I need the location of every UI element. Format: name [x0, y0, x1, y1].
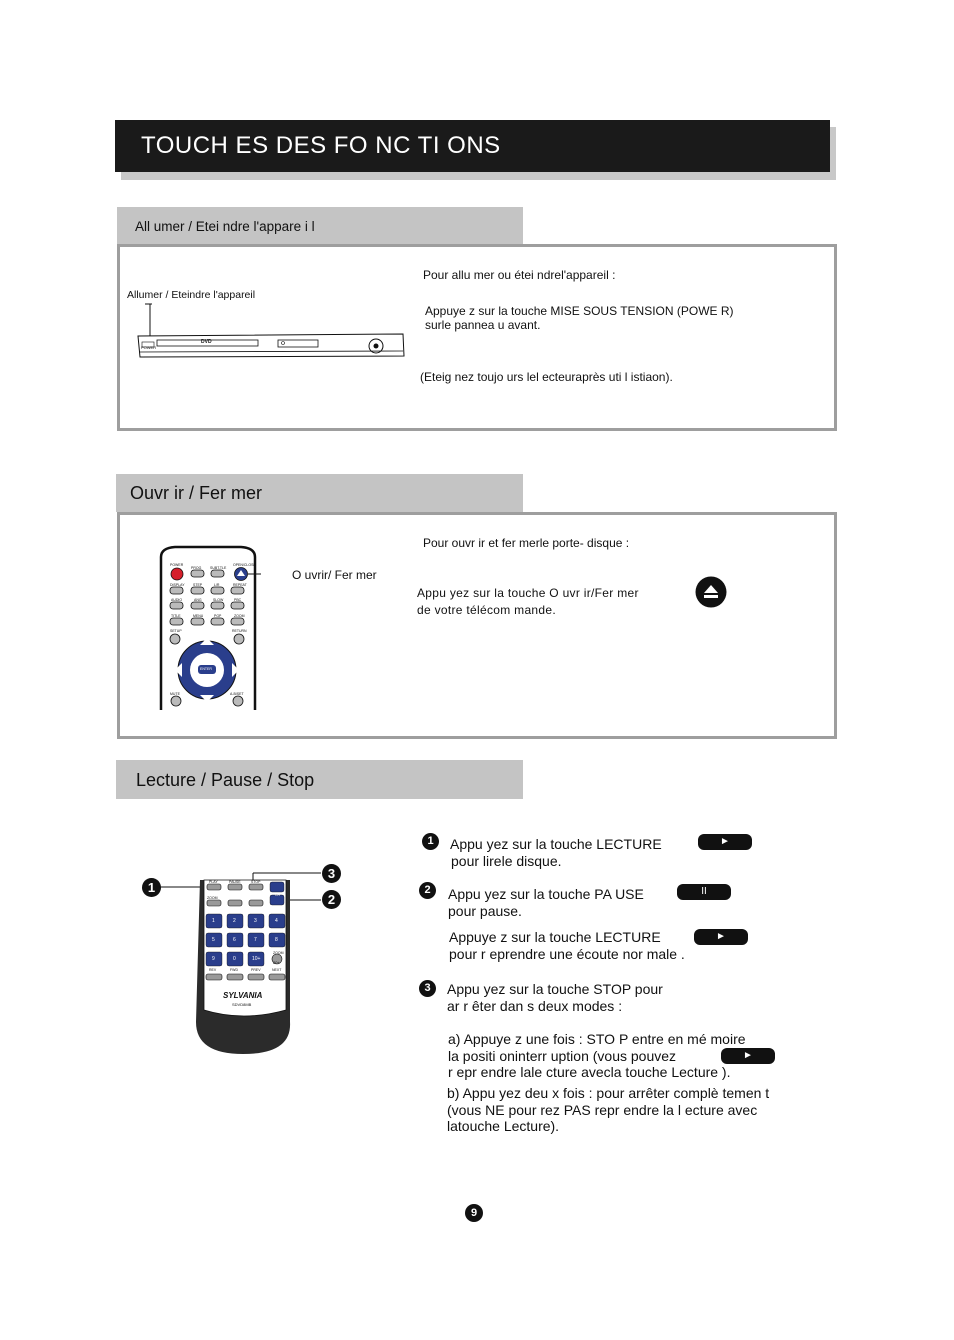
step-3-line1: Appu yez sur la touche STOP pour	[447, 981, 663, 997]
mode-a-line2: la positi oninterr uption (vous pouvez	[448, 1048, 677, 1064]
remote-key-menu: MENU	[193, 614, 204, 618]
step-1-line2: pour lirele disque.	[451, 853, 562, 869]
remote-num-3: 3	[254, 918, 257, 924]
callout-1: 1	[142, 878, 161, 897]
remote-key-step: STEP	[193, 583, 203, 587]
section1-intro: Pour allu mer ou étei ndrel'appareil :	[423, 268, 616, 282]
remote-key-pbc: PBC	[234, 598, 242, 602]
remote-control-full-illustration	[140, 862, 350, 1058]
step-1-bullet: 1	[422, 833, 439, 850]
remote-key-repeat: REPEAT	[233, 583, 247, 587]
remote-key-zoom: ZOOM	[234, 614, 245, 618]
step-2b-line1: Appuye z sur la touche LECTURE	[449, 929, 661, 945]
callout-2: 2	[322, 890, 341, 909]
remote-key-subtitle: SUBT.TLE	[210, 566, 227, 570]
section1-note: (Eteig nez toujo urs lel ecteuraprès uti l istiaon).	[420, 370, 673, 384]
remote-num-0: 0	[233, 956, 236, 962]
device-label: Allumer / Eteindre l'appareil	[127, 289, 256, 301]
step-1-line1: Appu yez sur la touche LECTURE	[450, 836, 662, 852]
step-3-line2: ar r êter dan s deux modes :	[447, 998, 623, 1014]
remote-key-pgp: PGP	[214, 614, 222, 618]
remote-label-zoom: ZOOM	[207, 896, 218, 900]
remote-label-stop: STOP	[251, 880, 261, 884]
remote-num-7: 7	[254, 937, 257, 943]
remote-key-ab-set: A-B/SET	[230, 692, 244, 696]
mode-b-line2: (vous NE pour rez PAS repr endre la l ecture avec	[447, 1102, 758, 1118]
remote-label-ch: CH	[275, 893, 281, 897]
mode-b-line1: b) Appu yez deu x fois : pour arrêter complè temen t	[447, 1085, 770, 1101]
remote-key-mute: MUTE	[170, 692, 180, 696]
remote-num-5: 5	[212, 937, 215, 943]
remote-num-4: 4	[275, 918, 278, 924]
device-power-label: POWER	[141, 345, 157, 350]
remote-num-8: 8	[275, 937, 278, 943]
remote-key-return: RETURN	[232, 629, 247, 633]
remote-model: SDVD8MB	[232, 1002, 252, 1007]
play-button-icon: ►	[698, 834, 752, 850]
section2-heading: Ouvr ir / Fer mer	[116, 474, 523, 512]
page-title: TOUCH ES DES FO NC TI ONS	[115, 120, 830, 172]
section2-intro: Pour ouvr ir et fer merle porte- disque :	[423, 536, 630, 550]
dvd-player-front-illustration	[135, 300, 407, 362]
section2-instruction-line1: Appu yez sur la touche O uvr ir/Fer mer	[417, 586, 639, 600]
remote-key-slow: SLOW	[213, 598, 224, 602]
remote-key-open-close: OPEN/CLOSE	[233, 563, 256, 567]
remote-key-power: POWER	[170, 563, 184, 567]
remote-num-2: 2	[233, 918, 236, 924]
section1-instruction-line2: surle pannea u avant.	[425, 318, 541, 332]
remote-label-zoom2: ZOOM	[273, 951, 284, 955]
mode-a-line3: r epr endre lale cture avecla touche Lecture ).	[448, 1064, 731, 1080]
remote-key-setup: SETUP	[170, 629, 182, 633]
mode-a-line1: a) Appuye z une fois : STO P entre en mé moire	[448, 1031, 746, 1047]
remote-num-10plus: 10+	[252, 956, 261, 962]
section3-heading: Lecture / Pause / Stop	[116, 760, 523, 799]
pause-button-icon: II	[677, 884, 731, 900]
remote-num-6: 6	[233, 937, 236, 943]
callout-3: 3	[322, 864, 341, 883]
remote-label-next: NEXT	[272, 968, 282, 972]
remote-num-9: 9	[212, 956, 215, 962]
remote-num-20plus: 20+	[273, 960, 280, 965]
step-2b-line2: pour r eprendre une écoute nor male .	[449, 946, 685, 962]
step-2-line2: pour pause.	[448, 903, 522, 919]
page-number: 9	[465, 1204, 483, 1222]
remote-label-fwd: FWD	[230, 968, 238, 972]
remote-key-enter: ENTER	[200, 667, 212, 671]
play-button-icon-2: ►	[694, 929, 748, 945]
mode-b-line3: latouche Lecture).	[447, 1118, 560, 1134]
step-3-bullet: 3	[419, 980, 436, 997]
section2-instruction-line2: de votre télécom mande.	[417, 603, 556, 617]
remote-key-prog: PROG	[191, 566, 202, 570]
remote-key-lr: L/R	[214, 583, 220, 587]
remote-label-prev: PREV	[251, 968, 261, 972]
remote-label-play: PLAY	[209, 880, 218, 884]
remote-key-audio: AUDIO	[171, 598, 183, 602]
remote-num-1: 1	[212, 918, 215, 924]
play-button-icon-3: ►	[721, 1048, 775, 1064]
eject-icon	[695, 576, 727, 608]
device-logo: DVD	[201, 339, 212, 345]
remote-key-ang: ANG	[194, 598, 202, 602]
remote-label-rev: REV	[209, 968, 217, 972]
remote-key-display: DISPLAY	[170, 583, 185, 587]
open-close-callout-label: O uvrir/ Fer mer	[292, 568, 377, 582]
remote-key-title: TITLE	[171, 614, 181, 618]
remote-label-vol: VOL	[275, 906, 283, 910]
section1-instruction-line1: Appuye z sur la touche MISE SOUS TENSION (POWE R)	[425, 304, 734, 318]
step-2-line1: Appu yez sur la touche PA USE	[448, 886, 644, 902]
remote-brand: SYLVANIA	[223, 991, 263, 1000]
step-2-bullet: 2	[419, 882, 436, 899]
remote-label-pause: PAUSE	[229, 880, 241, 884]
section1-heading: All umer / Etei ndre l'appare i l	[117, 207, 523, 245]
